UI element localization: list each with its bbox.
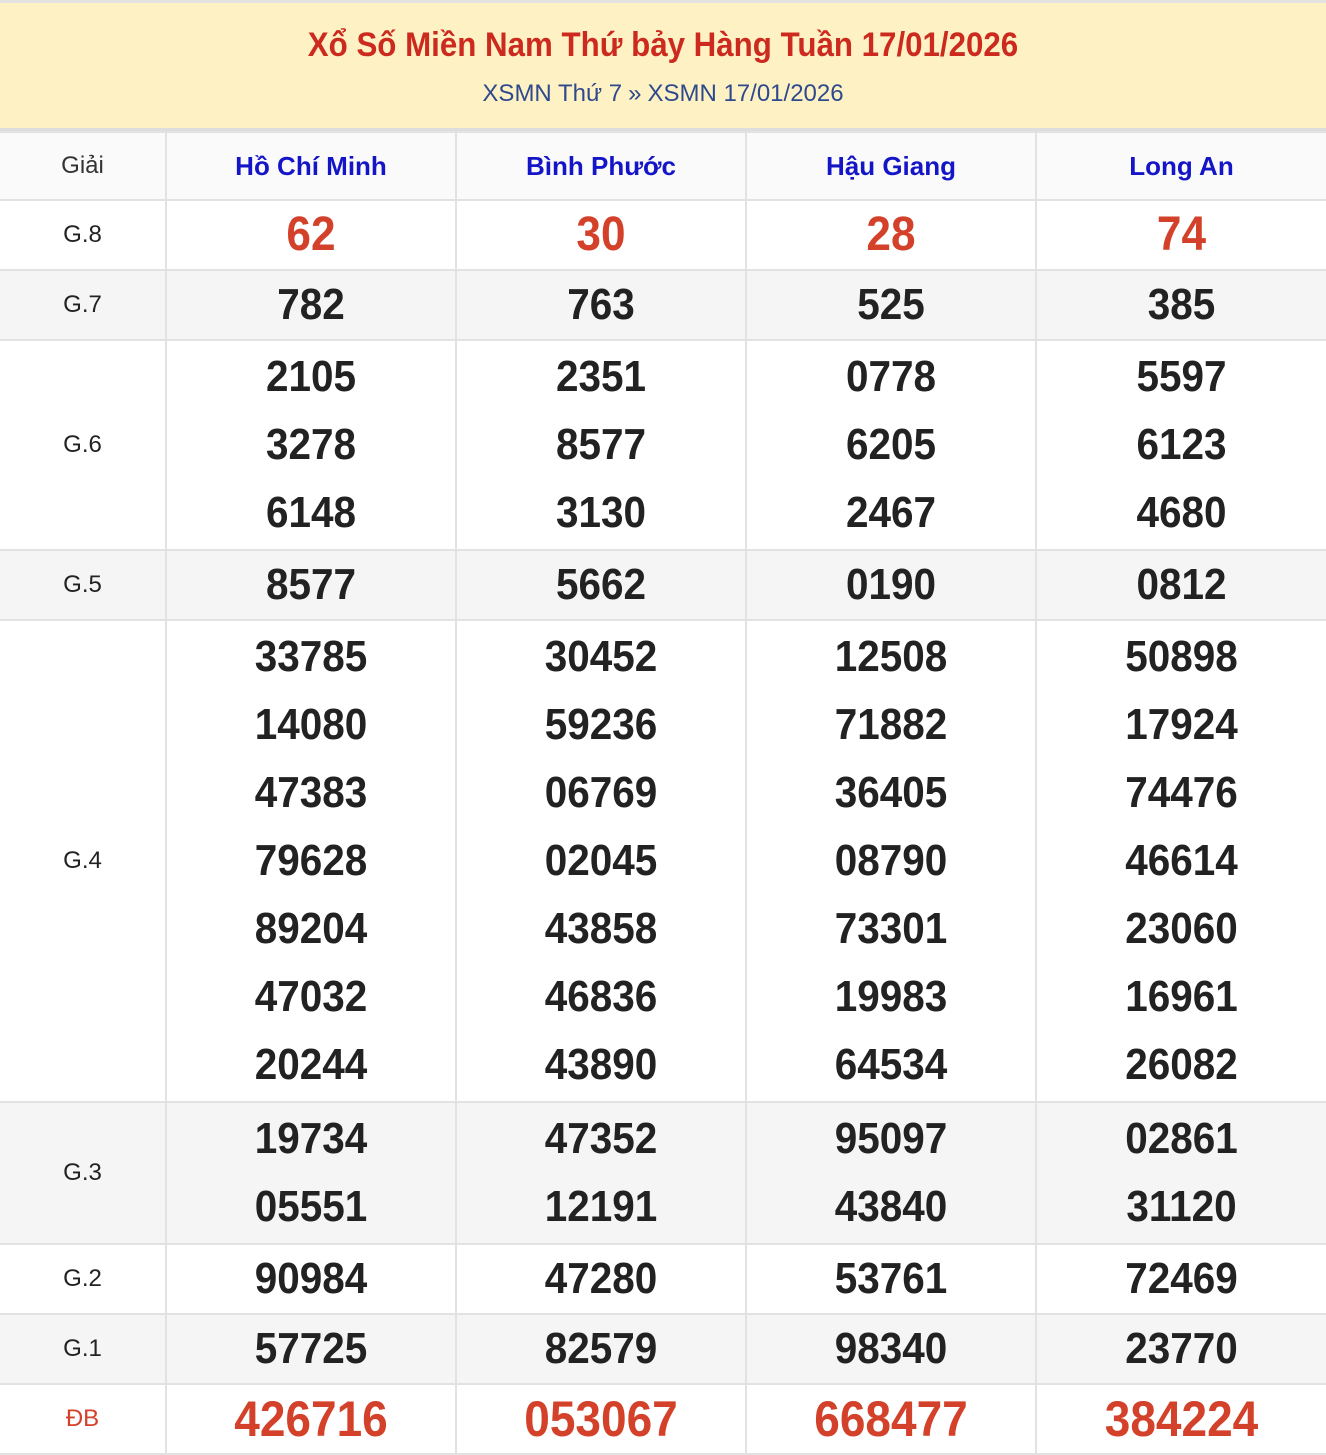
result-number: 47032 bbox=[254, 972, 368, 1021]
result-cell bbox=[746, 340, 1036, 550]
result-cell bbox=[746, 1384, 1036, 1454]
page-header bbox=[0, 0, 1326, 131]
result-number: 06769 bbox=[544, 768, 658, 817]
result-cell bbox=[1036, 270, 1326, 340]
result-cell bbox=[456, 340, 746, 550]
prize-row-g4 bbox=[0, 620, 1326, 1102]
result-cell bbox=[456, 200, 746, 270]
prize-label: G.8 bbox=[0, 200, 166, 270]
prize-label: G.2 bbox=[0, 1244, 166, 1314]
result-number: 59236 bbox=[544, 700, 658, 749]
result-number: 782 bbox=[277, 280, 345, 329]
result-number: 47383 bbox=[254, 768, 368, 817]
breadcrumb-link-xsmn-date[interactable]: XSMN 17/01/2026 bbox=[647, 80, 844, 107]
result-number: 82579 bbox=[544, 1324, 658, 1373]
result-cell bbox=[456, 1102, 746, 1244]
result-number: 90984 bbox=[254, 1254, 368, 1303]
prize-row-g6 bbox=[0, 340, 1326, 550]
result-number: 6123 bbox=[1136, 420, 1227, 469]
result-number: 3130 bbox=[555, 488, 647, 537]
result-cell bbox=[746, 550, 1036, 620]
column-header-province[interactable]: Hậu Giang bbox=[746, 132, 1036, 200]
result-cell bbox=[166, 340, 456, 550]
breadcrumb-link-xsmn-thu-7[interactable]: XSMN Thứ 7 bbox=[482, 80, 623, 107]
result-cell bbox=[456, 1244, 746, 1314]
result-number: 14080 bbox=[254, 700, 368, 749]
column-header-giai: Giải bbox=[0, 132, 166, 200]
result-number: 33785 bbox=[254, 632, 368, 681]
result-number: 17924 bbox=[1125, 700, 1238, 749]
result-cell bbox=[1036, 1314, 1326, 1384]
result-number: 30452 bbox=[544, 632, 658, 681]
result-number: 05551 bbox=[254, 1182, 368, 1231]
result-number: 98340 bbox=[834, 1324, 948, 1373]
result-number: 0812 bbox=[1136, 560, 1227, 609]
result-cell bbox=[166, 1244, 456, 1314]
result-number: 46614 bbox=[1125, 836, 1238, 885]
prize-label-special: ĐB bbox=[0, 1384, 166, 1454]
result-number: 36405 bbox=[834, 768, 948, 817]
result-cell bbox=[166, 620, 456, 1102]
result-cell bbox=[746, 620, 1036, 1102]
result-number: 6205 bbox=[845, 420, 937, 469]
result-cell bbox=[456, 620, 746, 1102]
result-number: 50898 bbox=[1125, 632, 1238, 681]
result-cell bbox=[1036, 200, 1326, 270]
result-number: 73301 bbox=[834, 904, 948, 953]
prize-row-g3 bbox=[0, 1102, 1326, 1244]
prize-label: G.6 bbox=[0, 340, 166, 550]
result-number: 12191 bbox=[544, 1182, 658, 1231]
prize-row-g5 bbox=[0, 550, 1326, 620]
result-number: 57725 bbox=[254, 1324, 368, 1373]
result-number: 2351 bbox=[555, 352, 647, 401]
result-number: 2467 bbox=[845, 488, 937, 537]
result-cell bbox=[456, 270, 746, 340]
result-cell bbox=[166, 200, 456, 270]
result-number: 20244 bbox=[254, 1040, 368, 1089]
result-number: 47280 bbox=[544, 1254, 658, 1303]
special-prize-number: 053067 bbox=[524, 1391, 678, 1447]
result-number: 19734 bbox=[254, 1114, 368, 1163]
result-number: 385 bbox=[1147, 280, 1216, 329]
result-number: 02045 bbox=[544, 836, 658, 885]
result-cell bbox=[746, 270, 1036, 340]
breadcrumb bbox=[0, 79, 1326, 109]
result-number: 5597 bbox=[1136, 352, 1227, 401]
result-cell bbox=[166, 270, 456, 340]
result-number: 31120 bbox=[1126, 1182, 1237, 1231]
result-cell bbox=[746, 1314, 1036, 1384]
result-cell bbox=[166, 1384, 456, 1454]
results-table bbox=[0, 131, 1326, 1455]
result-number: 23060 bbox=[1125, 904, 1238, 953]
result-number: 525 bbox=[857, 280, 925, 329]
result-number: 5662 bbox=[555, 560, 647, 609]
column-header-province[interactable]: Bình Phước bbox=[456, 132, 746, 200]
result-number: 763 bbox=[567, 280, 635, 329]
result-number: 43840 bbox=[834, 1182, 948, 1231]
result-number: 2105 bbox=[265, 352, 357, 401]
result-number: 47352 bbox=[544, 1114, 658, 1163]
result-number: 72469 bbox=[1125, 1254, 1238, 1303]
prize-row-g2 bbox=[0, 1244, 1326, 1314]
table-header-row bbox=[0, 132, 1326, 200]
special-prize-number: 668477 bbox=[814, 1391, 968, 1447]
result-cell bbox=[746, 1244, 1036, 1314]
result-number: 19983 bbox=[834, 972, 948, 1021]
result-number: 74476 bbox=[1125, 768, 1238, 817]
result-cell bbox=[1036, 620, 1326, 1102]
result-cell bbox=[166, 550, 456, 620]
result-number: 4680 bbox=[1136, 488, 1227, 537]
result-cell bbox=[1036, 550, 1326, 620]
column-header-province[interactable]: Hồ Chí Minh bbox=[166, 132, 456, 200]
result-cell bbox=[166, 1102, 456, 1244]
result-cell bbox=[1036, 1384, 1326, 1454]
result-cell bbox=[456, 1314, 746, 1384]
result-number: 62 bbox=[286, 208, 336, 261]
result-number: 26082 bbox=[1125, 1040, 1238, 1089]
result-number: 6148 bbox=[265, 488, 357, 537]
result-number: 02861 bbox=[1125, 1114, 1238, 1163]
result-cell bbox=[1036, 1102, 1326, 1244]
result-cell bbox=[456, 1384, 746, 1454]
prize-label: G.3 bbox=[0, 1102, 166, 1244]
result-number: 89204 bbox=[254, 904, 368, 953]
prize-label: G.4 bbox=[0, 620, 166, 1102]
special-prize-number: 426716 bbox=[234, 1391, 388, 1447]
prize-row-g8 bbox=[0, 200, 1326, 270]
page-title: Xổ Số Miền Nam Thứ bảy Hàng Tuần 17/01/2026 bbox=[307, 26, 1019, 64]
result-number: 3278 bbox=[265, 420, 357, 469]
prize-label: G.5 bbox=[0, 550, 166, 620]
result-number: 8577 bbox=[265, 560, 357, 609]
result-number: 43858 bbox=[544, 904, 658, 953]
result-number: 12508 bbox=[834, 632, 948, 681]
result-cell bbox=[746, 200, 1036, 270]
prize-label: G.1 bbox=[0, 1314, 166, 1384]
result-number: 28 bbox=[866, 208, 916, 261]
result-number: 53761 bbox=[834, 1254, 948, 1303]
result-number: 8577 bbox=[555, 420, 647, 469]
prize-label: G.7 bbox=[0, 270, 166, 340]
prize-row-g1 bbox=[0, 1314, 1326, 1384]
result-number: 43890 bbox=[544, 1040, 658, 1089]
result-number: 0190 bbox=[845, 560, 937, 609]
result-number: 08790 bbox=[834, 836, 948, 885]
result-number: 74 bbox=[1156, 208, 1207, 261]
special-prize-number: 384224 bbox=[1104, 1391, 1259, 1447]
result-cell bbox=[1036, 340, 1326, 550]
breadcrumb-separator: » bbox=[628, 80, 642, 107]
result-cell bbox=[746, 1102, 1036, 1244]
result-number: 0778 bbox=[845, 352, 937, 401]
result-number: 64534 bbox=[834, 1040, 948, 1089]
result-cell bbox=[1036, 1244, 1326, 1314]
result-number: 30 bbox=[576, 208, 626, 261]
result-cell bbox=[456, 550, 746, 620]
column-header-province[interactable]: Long An bbox=[1036, 132, 1326, 200]
result-cell bbox=[166, 1314, 456, 1384]
result-number: 23770 bbox=[1125, 1324, 1238, 1373]
result-number: 46836 bbox=[544, 972, 658, 1021]
result-number: 16961 bbox=[1125, 972, 1238, 1021]
result-number: 95097 bbox=[834, 1114, 948, 1163]
result-number: 71882 bbox=[834, 700, 948, 749]
prize-row-special bbox=[0, 1384, 1326, 1454]
result-number: 79628 bbox=[254, 836, 368, 885]
prize-row-g7 bbox=[0, 270, 1326, 340]
